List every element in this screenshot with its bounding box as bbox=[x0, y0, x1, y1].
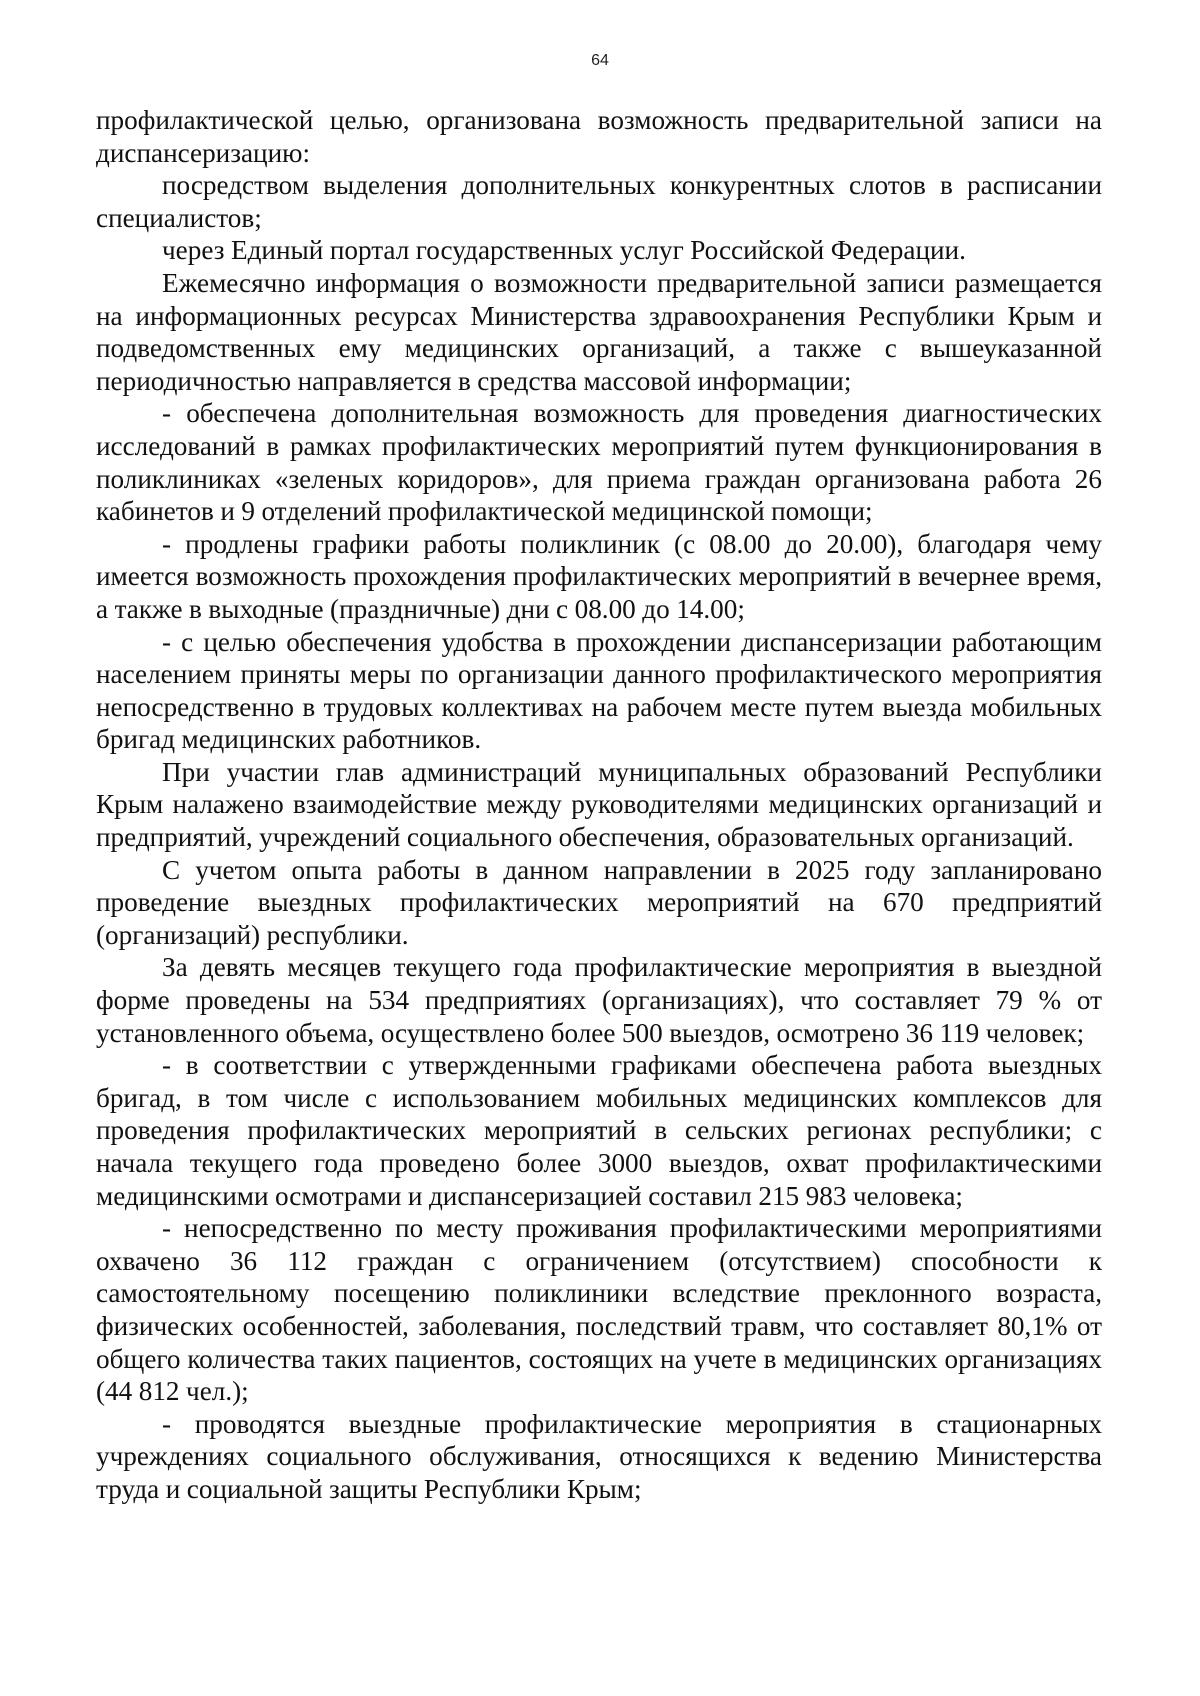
paragraph: - в соответствии с утвержденными графиками обеспечена работа выездных бригад, в том числе с использованием мобильных медицинских комплексов для проведения профилактических мероприятий в сельских регионах республики; с начала текущего года проведено более 3000 выездов, охват профилактическими медицинскими осмотрами и диспансеризацией составил 215 983 человека; bbox=[96, 1050, 1102, 1211]
paragraph: С учетом опыта работы в данном направлении в 2025 году запланировано проведение выездных профилактических мероприятий на 670 предприятий (организаций) республики. bbox=[96, 854, 1102, 950]
paragraph: - непосредственно по месту проживания профилактическими мероприятиями охвачено 36 112 граждан с ограничением (отсутствием) способности к самостоятельному посещению поликлиники вследствие преклонного возраста, физических особенностей, заболевания, последствий травм, что составляет 80,1% от общего количества таких пациентов, состоящих на учете в медицинских организациях (44 812 чел.); bbox=[96, 1213, 1102, 1407]
paragraph: профилактической целью, организована возможность предварительной записи на диспансеризацию: bbox=[96, 105, 1102, 168]
paragraph: За девять месяцев текущего года профилактические мероприятия в выездной форме проведены на 534 предприятиях (организациях), что составляет 79 % от установленного объема, осуществлено более 500 выездов, осмотрено 36 119 человек; bbox=[96, 952, 1102, 1048]
page-number: 64 bbox=[591, 52, 609, 69]
paragraph: Ежемесячно информация о возможности предварительной записи размещается на информационных ресурсах Министерства здравоохранения Республики Крым и подведомственных ему медицинских организаций, а также с вышеуказанной периодичностью направляется в средства массовой информации; bbox=[96, 267, 1102, 396]
paragraph: - обеспечена дополнительная возможность для проведения диагностических исследований в рамках профилактических мероприятий путем функционирования в поликлиниках «зеленых коридоров», для приема граждан организована работа 26 кабинетов и 9 отделений профилактической медицинской помощи; bbox=[96, 398, 1102, 527]
paragraph: - проводятся выездные профилактические мероприятия в стационарных учреждениях социального обслуживания, относящихся к ведению Министерства труда и социальной защиты Республики Крым; bbox=[96, 1408, 1102, 1504]
paragraph: При участии глав администраций муниципальных образований Республики Крым налажено взаимодействие между руководителями медицинских организаций и предприятий, учреждений социального обеспечения, образовательных организаций. bbox=[96, 756, 1102, 853]
document-body bbox=[96, 104, 1102, 1506]
paragraph: - продлены графики работы поликлиник (с 08.00 до 20.00), благодаря чему имеется возможность прохождения профилактических мероприятий в вечернее время, а также в выходные (праздничные) дни с 08.00 до 14.00; bbox=[96, 528, 1102, 624]
paragraph: посредством выделения дополнительных конкурентных слотов в расписании специалистов; bbox=[96, 170, 1102, 233]
paragraph: через Единый портал государственных услуг Российской Федерации. bbox=[162, 235, 966, 266]
paragraph: - с целью обеспечения удобства в прохождении диспансеризации работающим населением приняты меры по организации данного профилактического мероприятия непосредственно в трудовых коллективах на рабочем месте путем выезда мобильных бригад медицинских работников. bbox=[96, 626, 1102, 755]
